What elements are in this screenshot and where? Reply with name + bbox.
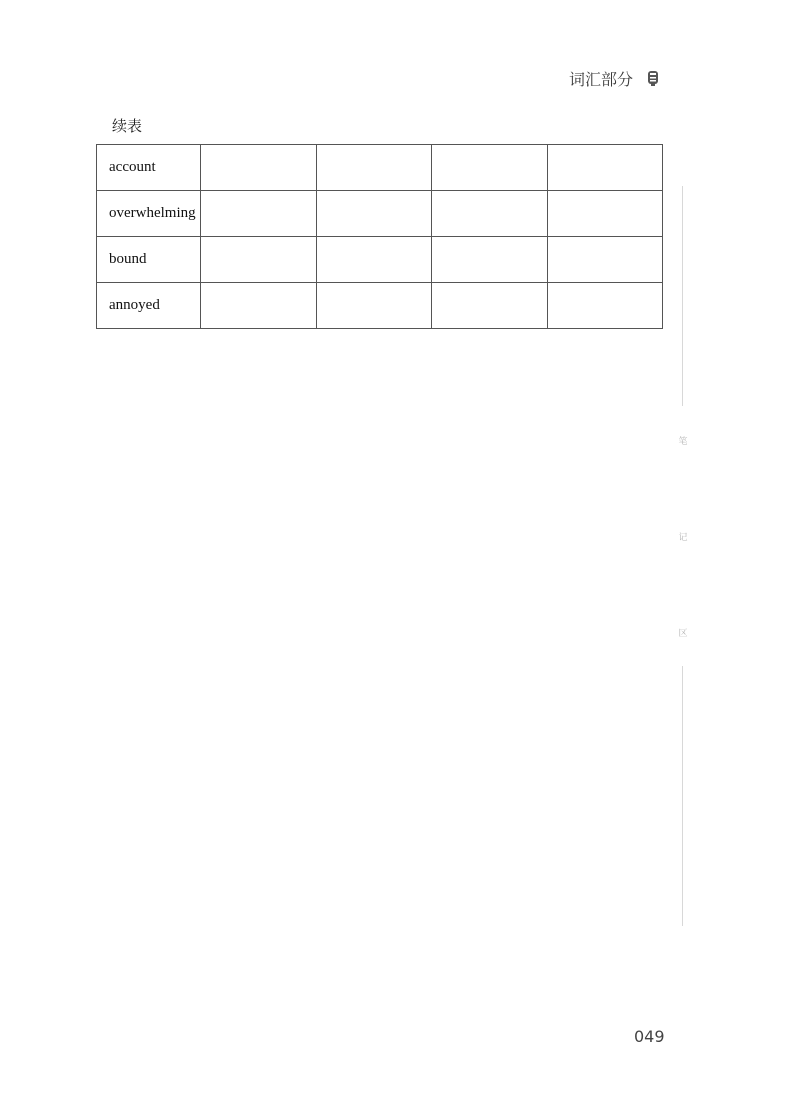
- notes-area-char: 记: [678, 533, 688, 543]
- notes-area-rail: [676, 186, 690, 928]
- blank-cell[interactable]: [201, 237, 316, 283]
- blank-cell[interactable]: [201, 191, 316, 237]
- section-title: 词汇部分: [569, 69, 634, 89]
- word-cell: overwhelming: [97, 191, 201, 237]
- section-header: [569, 66, 659, 90]
- word-cell: account: [97, 145, 201, 191]
- blank-cell[interactable]: [547, 283, 662, 329]
- page-number: 049: [634, 1027, 665, 1046]
- notes-area-char: 笔: [678, 437, 688, 447]
- table-row: [97, 237, 663, 283]
- blank-cell[interactable]: [201, 145, 316, 191]
- blank-cell[interactable]: [316, 283, 431, 329]
- blank-cell[interactable]: [547, 145, 662, 191]
- blank-cell[interactable]: [547, 191, 662, 237]
- blank-cell[interactable]: [316, 145, 431, 191]
- notes-rail-line-bottom: [682, 666, 683, 926]
- word-cell: bound: [97, 237, 201, 283]
- table-row: [97, 283, 663, 329]
- blank-cell[interactable]: [432, 237, 547, 283]
- blank-cell[interactable]: [201, 283, 316, 329]
- blank-cell[interactable]: [316, 237, 431, 283]
- blank-cell[interactable]: [432, 145, 547, 191]
- table-row: [97, 145, 663, 191]
- blank-cell[interactable]: [432, 191, 547, 237]
- blank-cell[interactable]: [547, 237, 662, 283]
- blank-cell[interactable]: [432, 283, 547, 329]
- pencil-character-icon: [647, 70, 659, 86]
- notes-area-char: 区: [678, 629, 688, 639]
- blank-cell[interactable]: [316, 191, 431, 237]
- notes-rail-line-top: [682, 186, 683, 406]
- word-cell: annoyed: [97, 283, 201, 329]
- table-continued-caption: 续表: [112, 117, 143, 135]
- table-row: [97, 191, 663, 237]
- vocabulary-table: [96, 144, 663, 329]
